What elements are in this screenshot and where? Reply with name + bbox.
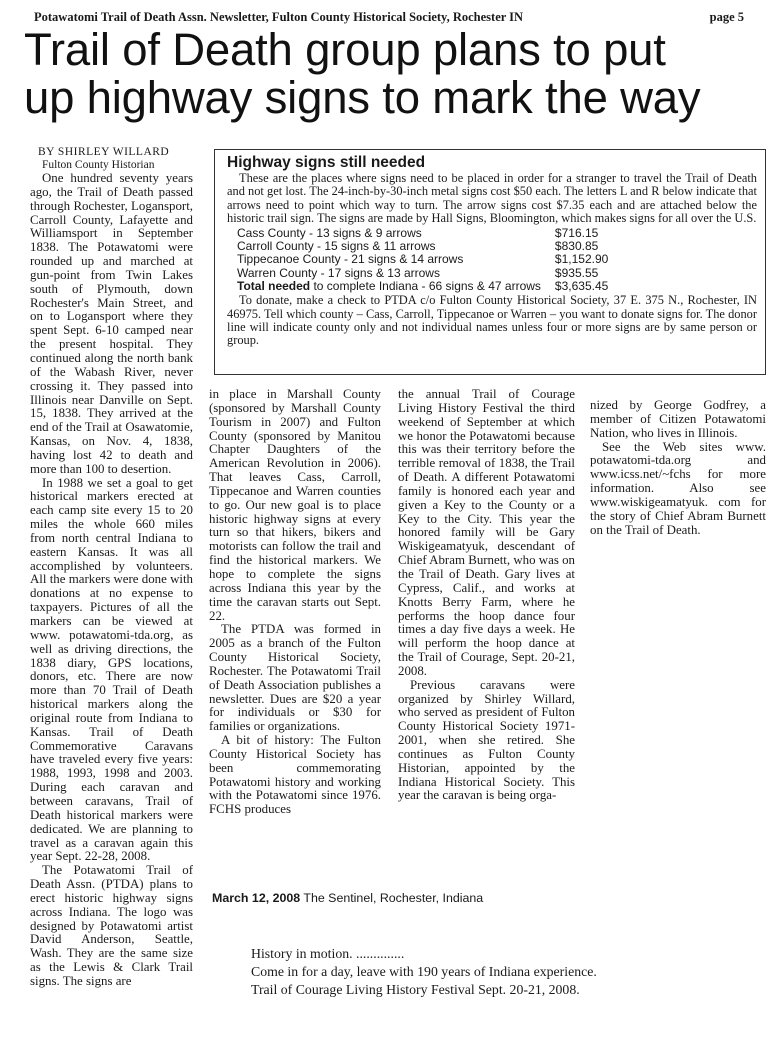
county-cost: $830.85 — [554, 238, 599, 253]
headline-line-1: Trail of Death group plans to put — [24, 24, 666, 75]
table-row — [237, 253, 608, 266]
article-paragraph: nized by George Godfrey, a member of Citizen Potawatomi Nation, who lives in Illinois. — [590, 398, 766, 440]
article-paragraph: In 1988 we set a goal to get historical markers erected at each camp site every 15 to 20 miles the whole 660 miles from north central Indiana to eastern Kansas. It was all accomplished by volunteers. All the markers were done with donations at no expense to taxpayers. Pictures of all the markers can be viewed at www. potawatomi-tda.org, as well as driving directions, the 1838 diary, GPS locations, donors, etc. There are now more than 70 Trail of Death historical markers along the original route from Indiana to Kansas. Trail of Death Commemorative Caravans have traveled every five years: 1988, 1993, 1998 and 2003. During each caravan and between caravans, Trail of Death historical markers were dedicated. We are planning to travel as a caravan again this year Sept. 22-28, 2008. — [30, 475, 193, 864]
promo-line-3: Trail of Courage Living History Festival Sept. 20-21, 2008. — [251, 982, 580, 997]
article-column-3 — [398, 388, 575, 803]
article-paragraph: Previous caravans were organized by Shirley Willard, who served as president of Fulton County Historical Society 1971-2001, when she retired. She continues as Fulton County Historian, appointed by the Indiana Historical Society. This year the caravan is being orga- — [398, 677, 575, 803]
byline-author: BY SHIRLEY WILLARD — [38, 146, 170, 158]
article-paragraph: One hundred seventy years ago, the Trail of Death passed through Rochester, Logansport, Carroll County, Lafayette and Williamsport in September 1838. The Potawatomi were rounded up and marched at gun-point from Twin Lakes south of Plymouth, down Rochester's Main Street, and on to Logansport where they spent Sept. 6-10 camped near the present hospital. They continued along the north bank of the Wabash River, never crossing it. They passed into Illinois near Danville on Sept. 15, 1838. They arrived at the end of the Trail at Osawatomie, Kansas, on Nov. 4, 1838, having lost 42 to death and more than 100 to desertion. — [30, 171, 193, 476]
promo-line-1: History in motion. .............. — [251, 946, 405, 961]
donation-note: To donate, make a check to PTDA c/o Fulton County Historical Society, 37 E. 375 N., Rochester, IN 46975. Tell which county – Cass, Carroll, Tippecanoe or Warren – you want to donate signs for. The donor line will indicate county only and not individual names unless four or more signs are by same person or group. — [227, 293, 757, 348]
article-paragraph: The PTDA was formed in 2005 as a branch of the Fulton County Historical Society, Rochester. The Potawatomi Trail of Death Association publishes a newsletter. Dues are $20 a year for individuals or $30 for families or organizations. — [209, 622, 381, 734]
festival-promo — [251, 945, 597, 999]
byline-role: Fulton County Historian — [42, 159, 155, 171]
total-detail: to complete Indiana - 66 signs & 47 arrows — [310, 278, 541, 293]
article-paragraph: in place in Marshall County (sponsored by Marshall County Tourism in 2007) and Fulton County (sponsored by Manitou Chapter Daughters of the American Revolution in 2006). That leaves Cass, Carroll, Tippecanoe and Warren counties to go. Our new goal is to place historic highway signs at every turn so that hikers, bikers and motorists can follow the trail and find the historical markers. We hope to complete the signs across Indiana this year by the time the caravan starts out Sept. 22. — [209, 387, 381, 623]
county-cost: $935.55 — [554, 265, 599, 280]
county-cost: $716.15 — [554, 225, 599, 240]
article-column-1 — [30, 146, 193, 989]
total-label: Total needed — [237, 278, 311, 293]
article-column-4 — [590, 399, 766, 537]
article-column-2 — [209, 388, 381, 817]
county-cost-table — [237, 227, 608, 293]
table-row — [237, 267, 608, 280]
highway-signs-sidebar — [214, 149, 766, 375]
dateline — [212, 891, 483, 905]
page-number: page 5 — [709, 10, 744, 24]
promo-line-2: Come in for a day, leave with 190 years of Indiana experience. — [251, 964, 597, 979]
total-label-cell — [237, 280, 541, 293]
county-cost: $1,152.90 — [554, 252, 609, 267]
county-label: Warren County - 17 signs & 13 arrows — [237, 265, 440, 280]
total-cost: $3,635.45 — [554, 278, 609, 293]
county-label: Tippecanoe County - 21 signs & 14 arrows — [237, 252, 464, 267]
article-paragraph: the annual Trail of Courage Living History Festival the third weekend of September at which we honor the Potawatomi because this was their territory before the terrible removal of 1838, the Trail of Death. A different Potawatomi family is honored each year and given a Key to the County or a Key to the City. This year the honored family will be Gary Wiskigeamatyuk, descendant of Chief Abram Burnett, who was on the Trail of Death. Gary lives at Cypress, Calif., and works at Knotts Berry Farm, where he performs the hoop dance four times a day five days a week. He will perform the hoop dance at the Trail of Courage, Sept. 20-21, 2008. — [398, 387, 575, 678]
table-row — [237, 227, 608, 240]
total-row — [237, 280, 608, 293]
sidebar-title: Highway signs still needed — [227, 154, 426, 171]
article-paragraph: See the Web sites www. potawatomi-tda.org and www.icss.net/~fchs for more information. Also see www.wiskigeamatyuk. com for the story of Chief Abram Burnett on the Trail of Death. — [590, 439, 766, 537]
publication-date: March 12, 2008 — [212, 891, 301, 905]
headline-line-2: up highway signs to mark the way — [24, 72, 701, 123]
county-label: Carroll County - 15 signs & 11 arrows — [237, 238, 436, 253]
headline — [24, 26, 764, 122]
byline — [30, 146, 193, 172]
table-row — [237, 240, 608, 253]
article-paragraph: The Potawatomi Trail of Death Assn. (PTDA) plans to erect historic highway signs across Indiana. The logo was designed by Potawatomi artist David Anderson, Seattle, Wash. They are the same size as the Lewis & Clark Trail signs. The signs are — [30, 863, 193, 988]
masthead-title: Potawatomi Trail of Death Assn. Newsletter, Fulton County Historical Society, Rochester IN — [34, 10, 524, 24]
publication-source: The Sentinel, Rochester, Indiana — [300, 891, 484, 905]
article-paragraph: A bit of history: The Fulton County Historical Society has been commemorating Potawatomi history and working with the Potawatomi since 1976. FCHS produces — [209, 733, 381, 817]
county-label: Cass County - 13 signs & 9 arrows — [237, 225, 422, 240]
sidebar-intro: These are the places where signs need to be placed in order for a stranger to travel the Trail of Death and not get lost. The 24-inch-by-30-inch metal signs cost $50 each. The letters L and R below indicate that arrows need to point which way to turn. The arrow signs cost $7.35 each and are attached below the historic trail sign. The signs are made by Hall Signs, Bloomington, which makes signs for all over the U.S. — [227, 171, 757, 226]
